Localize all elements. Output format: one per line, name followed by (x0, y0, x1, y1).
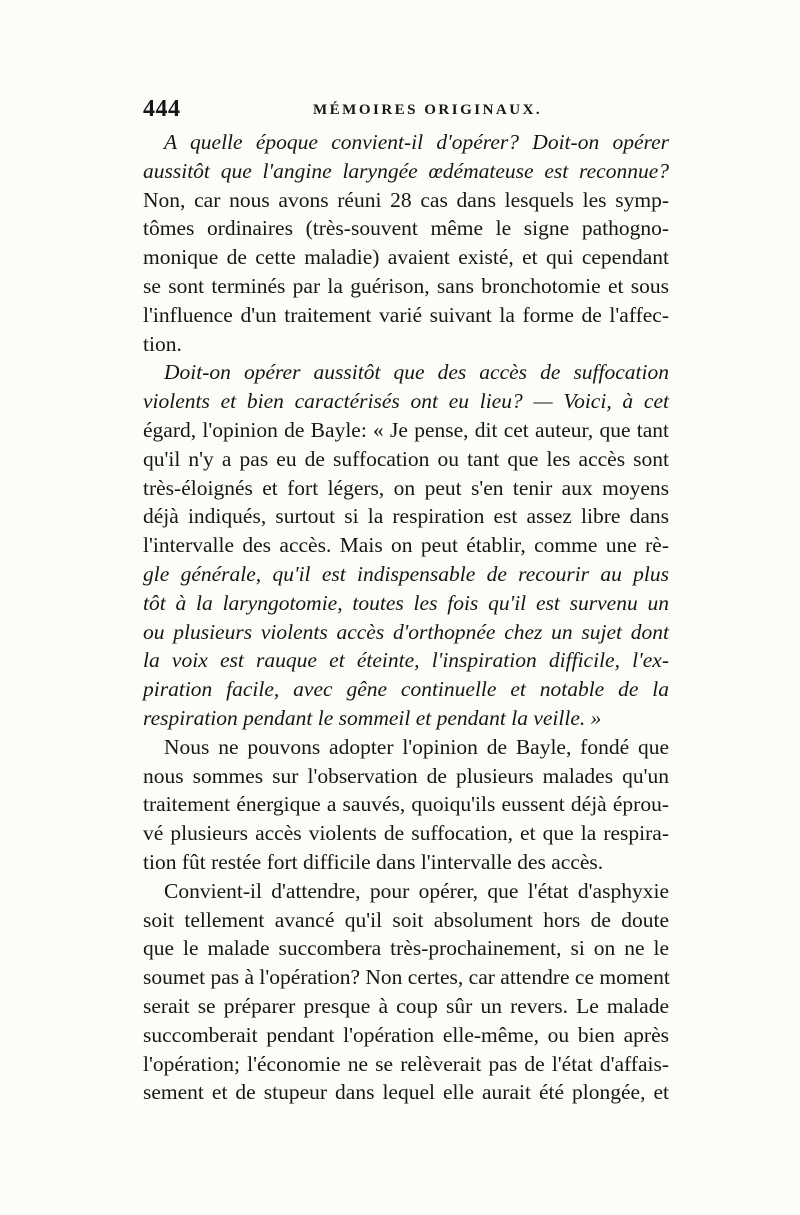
text-line: serait se préparer presque à coup sûr un revers. Le malade (143, 993, 669, 1018)
text-line: égard, l'opinion de Bayle: « Je pense, dit cet auteur, que tant (143, 417, 669, 442)
text-line: Doit-on opérer aussitôt que des accès de suffocation (164, 360, 669, 385)
text-line: que le malade succombera très-prochainement, si on ne le (143, 936, 669, 961)
text-line: succomberait pendant l'opération elle-même, ou bien après (143, 1022, 669, 1047)
text-line: l'opération; l'économie ne se relèverait pas de l'état d'affais- (143, 1051, 669, 1076)
text-line: tion fût restée fort difficile dans l'intervalle des accès. (143, 849, 604, 874)
text-line: violents et bien caractérisés ont eu lieu? — Voici, à cet (143, 389, 669, 414)
text-line: déjà indiqués, surtout si la respiration est assez libre dans (143, 504, 669, 529)
page-header (143, 96, 669, 124)
text-line: se sont terminés par la guérison, sans bronchotomie et sous (143, 273, 669, 298)
text-line: l'intervalle des accès. Mais on peut établir, comme une rè- (143, 533, 669, 558)
text-line: ou plusieurs violents accès d'orthopnée chez un sujet dont (143, 619, 669, 644)
text-line: tôt à la laryngotomie, toutes les fois qu'il est survenu un (143, 590, 669, 615)
text-line: tion. (143, 331, 182, 356)
text-line: Non, car nous avons réuni 28 cas dans lesquels les symp- (143, 187, 669, 212)
text-line: respiration pendant le sommeil et pendant la veille. » (143, 705, 602, 730)
text-line: tômes ordinaires (très-souvent même le signe pathogno- (143, 216, 669, 241)
text-line: traitement énergique a sauvés, quoiqu'ils eussent déjà éprou- (143, 792, 669, 817)
text-line: qu'il n'y a pas eu de suffocation ou tant que les accès sont (143, 446, 669, 471)
text-line: très-éloignés et fort légers, on peut s'en tenir aux moyens (143, 475, 669, 500)
body-text (143, 128, 669, 1107)
page-number: 444 (143, 96, 181, 122)
text-line: A quelle époque convient-il d'opérer? Doit-on opérer (164, 130, 669, 154)
text-line: gle générale, qu'il est indispensable de recourir au plus (143, 561, 669, 586)
text-line: monique de cette maladie) avaient existé, et qui cependant (143, 245, 669, 270)
running-title: MÉMOIRES ORIGINAUX. (313, 102, 543, 118)
text-line: l'influence d'un traitement varié suivant la forme de l'affec- (143, 302, 669, 327)
text-line: soumet pas à l'opération? Non certes, car attendre ce moment (143, 965, 670, 990)
text-line: nous sommes sur l'observation de plusieurs malades qu'un (143, 763, 669, 788)
text-line: soit tellement avancé qu'il soit absolument hors de doute (143, 907, 669, 932)
text-line: Nous ne pouvons adopter l'opinion de Bayle, fondé que (164, 734, 669, 759)
text-line: aussitôt que l'angine laryngée œdémateuse est reconnue? (143, 158, 669, 183)
text-line: vé plusieurs accès violents de suffocation, et que la respira- (143, 821, 669, 846)
text-line: sement et de stupeur dans lequel elle aurait été plongée, et (143, 1080, 669, 1105)
text-line: la voix est rauque et éteinte, l'inspiration difficile, l'ex- (143, 648, 669, 673)
text-line: Convient-il d'attendre, pour opérer, que l'état d'asphyxie (164, 878, 669, 903)
text-line: piration facile, avec gêne continuelle et notable de la (143, 677, 669, 702)
